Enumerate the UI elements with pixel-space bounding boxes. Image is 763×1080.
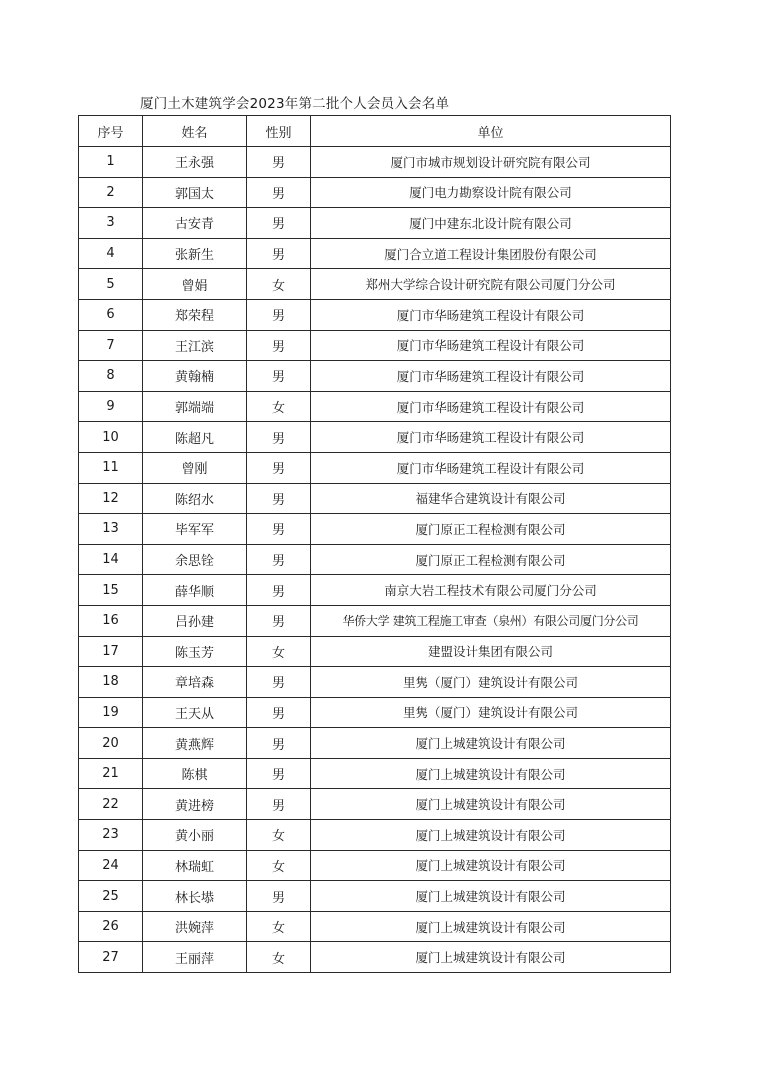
cell-serial-number: 27 <box>79 942 143 973</box>
cell-serial-number: 22 <box>79 789 143 820</box>
cell-gender: 男 <box>247 299 311 330</box>
cell-name: 林长塨 <box>143 881 247 912</box>
table-row <box>79 544 671 575</box>
cell-name: 古安青 <box>143 208 247 239</box>
table-row <box>79 667 671 698</box>
cell-serial-number: 12 <box>79 483 143 514</box>
member-table <box>78 115 671 973</box>
cell-gender: 男 <box>247 789 311 820</box>
cell-unit: 福建华合建筑设计有限公司 <box>311 483 671 514</box>
table-row <box>79 758 671 789</box>
cell-unit: 厦门市华旸建筑工程设计有限公司 <box>311 422 671 453</box>
cell-name: 陈棋 <box>143 758 247 789</box>
cell-unit: 厦门中建东北设计院有限公司 <box>311 208 671 239</box>
cell-serial-number: 7 <box>79 330 143 361</box>
cell-name: 王江滨 <box>143 330 247 361</box>
cell-gender: 男 <box>247 238 311 269</box>
cell-serial-number: 6 <box>79 299 143 330</box>
cell-serial-number: 18 <box>79 667 143 698</box>
table-row <box>79 147 671 178</box>
cell-name: 王天从 <box>143 697 247 728</box>
cell-serial-number: 1 <box>79 147 143 178</box>
table-row <box>79 789 671 820</box>
table-row <box>79 697 671 728</box>
cell-serial-number: 23 <box>79 820 143 851</box>
cell-gender: 男 <box>247 697 311 728</box>
cell-serial-number: 9 <box>79 391 143 422</box>
cell-gender: 男 <box>247 575 311 606</box>
header-gender: 性别 <box>247 116 311 147</box>
cell-unit: 厦门原正工程检测有限公司 <box>311 514 671 545</box>
cell-serial-number: 2 <box>79 177 143 208</box>
cell-unit: 郑州大学综合设计研究院有限公司厦门分公司 <box>311 269 671 300</box>
cell-serial-number: 8 <box>79 361 143 392</box>
cell-serial-number: 17 <box>79 636 143 667</box>
cell-name: 曾刚 <box>143 452 247 483</box>
cell-serial-number: 11 <box>79 452 143 483</box>
table-row <box>79 514 671 545</box>
table-row <box>79 605 671 636</box>
cell-gender: 男 <box>247 514 311 545</box>
table-row <box>79 452 671 483</box>
cell-name: 余思铨 <box>143 544 247 575</box>
table-row <box>79 728 671 759</box>
document-title: 厦门土木建筑学会2023年第二批个人会员入会名单 <box>140 96 450 112</box>
cell-gender: 男 <box>247 483 311 514</box>
table-row <box>79 942 671 973</box>
table-row <box>79 330 671 361</box>
cell-serial-number: 26 <box>79 911 143 942</box>
cell-name: 章培森 <box>143 667 247 698</box>
cell-gender: 男 <box>247 361 311 392</box>
cell-serial-number: 16 <box>79 605 143 636</box>
cell-serial-number: 19 <box>79 697 143 728</box>
table-row <box>79 483 671 514</box>
cell-serial-number: 21 <box>79 758 143 789</box>
cell-gender: 女 <box>247 269 311 300</box>
table-row <box>79 911 671 942</box>
table-row <box>79 636 671 667</box>
cell-name: 张新生 <box>143 238 247 269</box>
cell-unit: 厦门市华旸建筑工程设计有限公司 <box>311 299 671 330</box>
cell-name: 郭端端 <box>143 391 247 422</box>
cell-name: 洪婉萍 <box>143 911 247 942</box>
table-row <box>79 881 671 912</box>
cell-unit: 厦门市华旸建筑工程设计有限公司 <box>311 361 671 392</box>
cell-gender: 男 <box>247 177 311 208</box>
cell-name: 郭国太 <box>143 177 247 208</box>
cell-gender: 男 <box>247 758 311 789</box>
cell-serial-number: 20 <box>79 728 143 759</box>
cell-serial-number: 24 <box>79 850 143 881</box>
cell-unit: 厦门上城建筑设计有限公司 <box>311 850 671 881</box>
cell-gender: 女 <box>247 942 311 973</box>
header-unit: 单位 <box>311 116 671 147</box>
cell-gender: 女 <box>247 820 311 851</box>
cell-name: 黄进榜 <box>143 789 247 820</box>
cell-gender: 男 <box>247 728 311 759</box>
cell-gender: 女 <box>247 911 311 942</box>
cell-name: 陈玉芳 <box>143 636 247 667</box>
cell-serial-number: 10 <box>79 422 143 453</box>
cell-serial-number: 5 <box>79 269 143 300</box>
cell-serial-number: 4 <box>79 238 143 269</box>
cell-name: 曾娟 <box>143 269 247 300</box>
table-header-row <box>79 116 671 147</box>
cell-unit: 建盟设计集团有限公司 <box>311 636 671 667</box>
table-row <box>79 208 671 239</box>
cell-unit: 厦门市华旸建筑工程设计有限公司 <box>311 452 671 483</box>
cell-unit: 厦门市华旸建筑工程设计有限公司 <box>311 330 671 361</box>
cell-unit: 厦门原正工程检测有限公司 <box>311 544 671 575</box>
header-name: 姓名 <box>143 116 247 147</box>
table-row <box>79 299 671 330</box>
cell-unit: 里隽（厦门）建筑设计有限公司 <box>311 697 671 728</box>
cell-name: 王永强 <box>143 147 247 178</box>
cell-unit: 南京大岩工程技术有限公司厦门分公司 <box>311 575 671 606</box>
cell-gender: 男 <box>247 330 311 361</box>
cell-name: 林瑞虹 <box>143 850 247 881</box>
cell-name: 黄翰楠 <box>143 361 247 392</box>
cell-unit: 厦门上城建筑设计有限公司 <box>311 911 671 942</box>
cell-gender: 男 <box>247 605 311 636</box>
cell-gender: 男 <box>247 452 311 483</box>
cell-name: 郑荣程 <box>143 299 247 330</box>
cell-gender: 女 <box>247 850 311 881</box>
cell-unit: 厦门电力勘察设计院有限公司 <box>311 177 671 208</box>
cell-serial-number: 15 <box>79 575 143 606</box>
cell-gender: 女 <box>247 391 311 422</box>
cell-unit: 厦门上城建筑设计有限公司 <box>311 942 671 973</box>
cell-name: 吕孙建 <box>143 605 247 636</box>
cell-gender: 男 <box>247 544 311 575</box>
table-row <box>79 575 671 606</box>
table-row <box>79 391 671 422</box>
cell-name: 王丽萍 <box>143 942 247 973</box>
cell-name: 黄燕辉 <box>143 728 247 759</box>
cell-gender: 女 <box>247 636 311 667</box>
cell-name: 毕军军 <box>143 514 247 545</box>
cell-gender: 男 <box>247 667 311 698</box>
table-row <box>79 850 671 881</box>
cell-serial-number: 14 <box>79 544 143 575</box>
cell-unit: 厦门上城建筑设计有限公司 <box>311 758 671 789</box>
cell-serial-number: 3 <box>79 208 143 239</box>
cell-name: 陈超凡 <box>143 422 247 453</box>
cell-serial-number: 13 <box>79 514 143 545</box>
table-row <box>79 820 671 851</box>
cell-gender: 男 <box>247 208 311 239</box>
table-row <box>79 361 671 392</box>
cell-unit: 厦门上城建筑设计有限公司 <box>311 820 671 851</box>
cell-name: 陈绍水 <box>143 483 247 514</box>
cell-unit: 厦门合立道工程设计集团股份有限公司 <box>311 238 671 269</box>
cell-name: 薛华顺 <box>143 575 247 606</box>
table-row <box>79 238 671 269</box>
table-body <box>79 147 671 973</box>
table-row <box>79 269 671 300</box>
cell-gender: 男 <box>247 422 311 453</box>
table-row <box>79 177 671 208</box>
header-serial-number: 序号 <box>79 116 143 147</box>
cell-unit: 里隽（厦门）建筑设计有限公司 <box>311 667 671 698</box>
cell-unit: 厦门上城建筑设计有限公司 <box>311 789 671 820</box>
cell-unit: 厦门市华旸建筑工程设计有限公司 <box>311 391 671 422</box>
cell-serial-number: 25 <box>79 881 143 912</box>
cell-unit: 厦门上城建筑设计有限公司 <box>311 881 671 912</box>
cell-name: 黄小丽 <box>143 820 247 851</box>
cell-unit: 厦门上城建筑设计有限公司 <box>311 728 671 759</box>
table-row <box>79 422 671 453</box>
cell-unit: 厦门市城市规划设计研究院有限公司 <box>311 147 671 178</box>
cell-unit: 华侨大学 建筑工程施工审查（泉州）有限公司厦门分公司 <box>311 605 671 636</box>
cell-gender: 男 <box>247 147 311 178</box>
cell-gender: 男 <box>247 881 311 912</box>
